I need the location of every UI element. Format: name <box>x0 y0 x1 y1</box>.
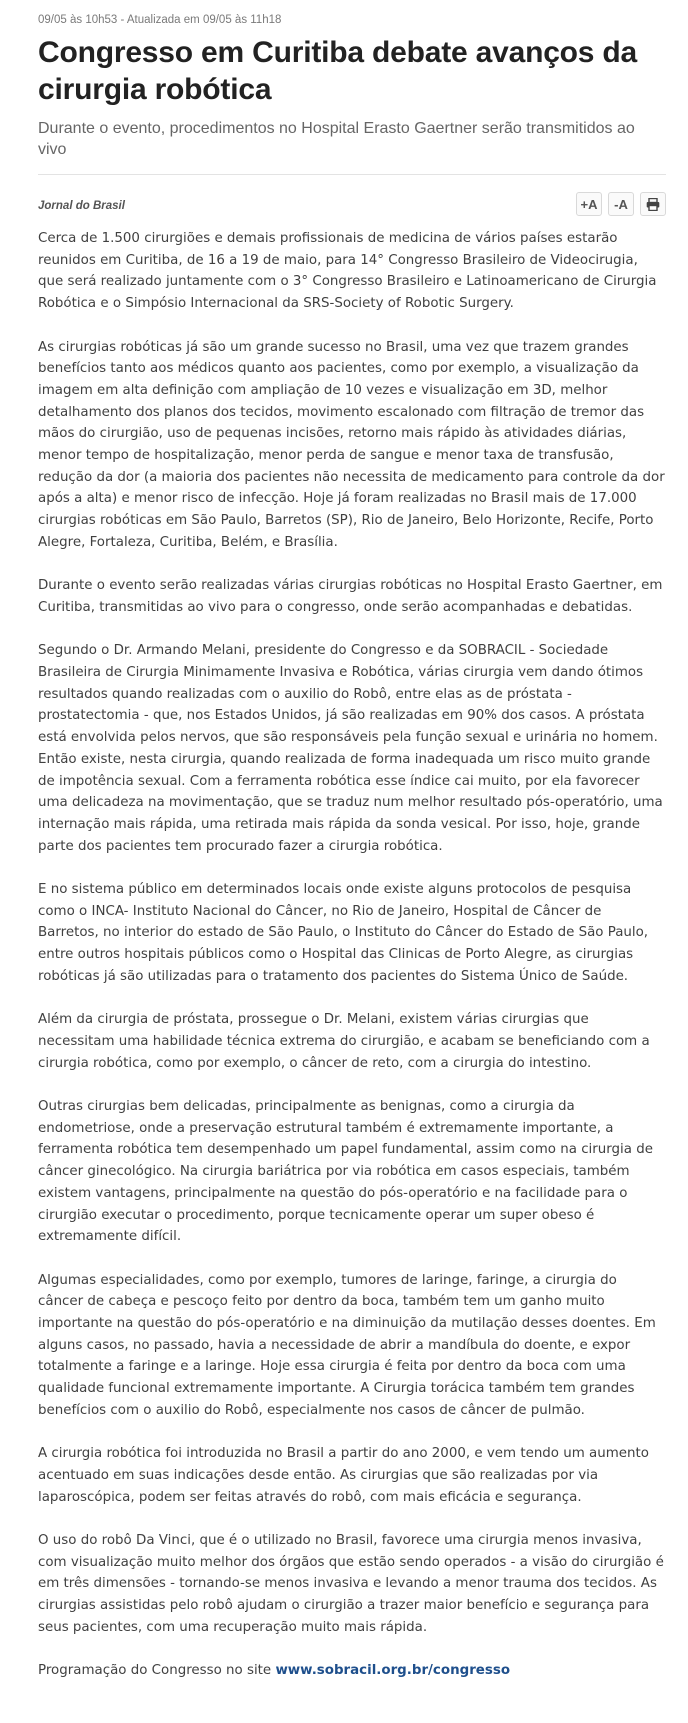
reading-tools <box>576 192 666 216</box>
paragraph: A cirurgia robótica foi introduzida no Brasil a partir do ano 2000, e vem tendo um aumento acentuado em suas indicações desde então. As cirurgias que são realizadas por via laparoscópica, podem ser feitas através do robô, com mais eficácia e segurança. <box>38 1446 649 1505</box>
article-title: Congresso em Curitiba debate avanços da cirurgia robótica <box>38 36 638 106</box>
program-site-link[interactable]: www.sobracil.org.br/congresso <box>275 1663 511 1679</box>
paragraph: Algumas especialidades, como por exemplo, tumores de laringe, faringe, a cirurgia do câncer de cabeça e pescoço feito por dentro da boca, também tem um ganho muito importante na questão do pós-operatório e na diminuição da mutilação desses doentes. Em alguns casos, no passado, havia a necessidade de abrir a mandíbula do doente, e expor totalmente a faringe e a laringe. Hoje essa cirurgia é feita por dentro da boca com uma qualidade funcional extremamente importante. A Cirurgia torácica também tem grandes benefícios com o auxilio do Robô, especialmente nos casos de câncer de pulmão. <box>38 1272 656 1418</box>
timestamp: 09/05 às 10h53 - Atualizada em 09/05 às 11h18 <box>38 14 282 26</box>
article-body <box>38 228 666 1682</box>
article-toolbar <box>38 188 666 226</box>
paragraph: E no sistema público em determinados locais onde existe alguns protocolos de pesquisa como o INCA- Instituto Nacional do Câncer, no Rio de Janeiro, Hospital de Câncer de Barretos, no interior do estado de São Paulo, o Instituto do Câncer do Estado de São Paulo, entre outros hospitais públicos como o Hospital das Clinicas de Porto Alegre, as cirurgias robóticas já são utilizadas para o tratamento dos pacientes do Sistema Único de Saúde. <box>38 882 649 984</box>
paragraph: Segundo o Dr. Armando Melani, presidente do Congresso e da SOBRACIL - Sociedade Brasileira de Cirurgia Minimamente Invasiva e Robótica, várias cirurgia vem dando ótimos resultados quando realizadas com o auxilio do Robô, entre elas as de próstata - prostatectomia - que, nos Estados Unidos, já são realizadas em 90% dos casos. A próstata está envolvida pelos nervos, que são responsáveis pela função sexual e urinária no homem. Então existe, nesta cirurgia, quando realizada de forma inadequada um risco muito grande de impotência sexual. Com a ferramenta robótica esse índice cai muito, por ela favorecer uma delicadeza na movimentação, que se traduz num melhor resultado pós-operatório, uma internação mais rápida, uma retirada mais rápida da sonda vesical. Por isso, hoje, grande parte dos pacientes tem procurado fazer a cirurgia robótica. <box>38 643 663 854</box>
increase-font-button[interactable]: +A <box>576 192 602 216</box>
print-button[interactable] <box>640 192 666 216</box>
program-site-line <box>38 1660 666 1682</box>
divider <box>38 174 666 175</box>
source-label: Jornal do Brasil <box>38 200 125 212</box>
paragraph: Outras cirurgias bem delicadas, principalmente as benignas, como a cirurgia da endometriose, onde a preservação estrutural também é extremamente importante, a ferramenta robótica tem desempenhado um papel fundamental, assim como na cirurgia de câncer ginecológico. Na cirurgia bariátrica por via robótica em casos especiais, também existem vantagens, principalmente na questão do pós-operatório e na facilidade para o cirurgião executar o procedimento, porque tecnicamente operar um super obeso é extremamente difícil. <box>38 1099 653 1245</box>
paragraph: Além da cirurgia de próstata, prossegue o Dr. Melani, existem várias cirurgias que necessitam uma habilidade técnica extrema do cirurgião, e acabam se beneficiando com a cirurgia robótica, como por exemplo, o câncer de reto, com a cirurgia do intestino. <box>38 1012 650 1071</box>
paragraph: Cerca de 1.500 cirurgiões e demais profissionais de medicina de vários países estarão reunidos em Curitiba, de 16 a 19 de maio, para 14° Congresso Brasileiro de Videocirugia, que será realizado juntamente com o 3° Congresso Brasileiro e Latinoamericano de Cirurgia Robótica e o Simpósio Internacional da SRS-Society of Robotic Surgery. <box>38 231 657 312</box>
paragraph: Durante o evento serão realizadas várias cirurgias robóticas no Hospital Erasto Gaertner, em Curitiba, transmitidas ao vivo para o congresso, onde serão acompanhadas e debatidas. <box>38 578 663 615</box>
article-subtitle: Durante o evento, procedimentos no Hospital Erasto Gaertner serão transmitidos ao vivo <box>38 120 635 158</box>
printer-icon <box>646 198 660 211</box>
decrease-font-button[interactable]: -A <box>608 192 634 216</box>
paragraph: As cirurgias robóticas já são um grande sucesso no Brasil, uma vez que trazem grandes benefícios tanto aos médicos quanto aos pacientes, como por exemplo, a visualização da imagem em alta definição com ampliação de 10 vezes e visualização em 3D, melhor detalhamento dos planos dos tecidos, movimento escalonado com filtração de tremor das mãos do cirurgião, uso de pequenas incisões, retorno mais rápido às atividades diárias, menor tempo de hospitalização, menor perda de sangue e menor taxa de transfusão, redução da dor (a maioria dos pacientes não necessita de medicamento para controle da dor após a alta) e menor risco de infecção. Hoje já foram realizadas no Brasil mais de 17.000 cirurgias robóticas em São Paulo, Barretos (SP), Rio de Janeiro, Belo Horizonte, Recife, Porto Alegre, Fortaleza, Curitiba, Belém, e Brasília. <box>38 339 665 550</box>
article-container <box>38 0 666 1704</box>
paragraph: O uso do robô Da Vinci, que é o utilizado no Brasil, favorece uma cirurgia menos invasiva, com visualização muito melhor dos órgãos que estão sendo operados - a visão do cirurgião é em três dimensões - tornando-se menos invasiva e levando a menor trauma dos tecidos. As cirurgias assistidas pelo robô ajudam o cirurgião a trazer maior benefício e segurança para seus pacientes, com uma recuperação muito mais rápida. <box>38 1533 664 1635</box>
program-site-text: Programação do Congresso no site <box>38 1663 276 1679</box>
